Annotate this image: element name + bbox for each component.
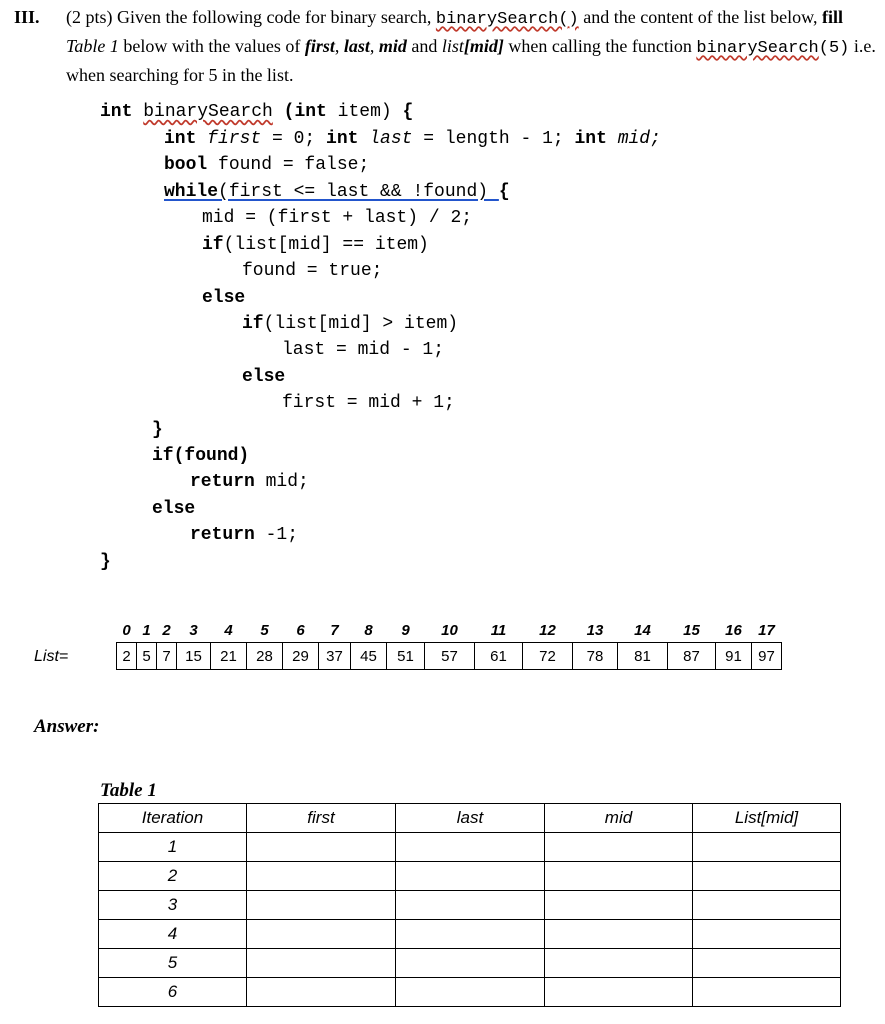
answer-cell[interactable]: [693, 949, 841, 978]
var-mid: mid: [378, 36, 407, 56]
list-array-table: [116, 618, 782, 670]
code-line-2: [164, 127, 661, 151]
list-index: 11: [490, 621, 507, 639]
answer-cell[interactable]: [545, 862, 693, 891]
list-index: 2: [162, 621, 171, 639]
answer-column-header: Iteration: [99, 804, 247, 833]
list-label: List=: [34, 648, 69, 665]
code-text: (found): [173, 446, 250, 466]
list-index: 1: [142, 621, 151, 639]
list-value-cell: 2: [117, 643, 137, 670]
table-row: [99, 920, 841, 949]
code-variable: first: [196, 129, 262, 149]
code-line-6: [202, 233, 429, 257]
function-name: binarySearch(): [435, 10, 579, 29]
list-index: 17: [758, 621, 775, 639]
code-brace: }: [100, 552, 111, 572]
code-line-8: [202, 286, 245, 310]
code-line-15: [190, 470, 309, 494]
question-number: III.: [14, 7, 40, 27]
code-line-5: [202, 206, 472, 230]
code-line-9: [242, 312, 458, 336]
iteration-number: 3: [99, 891, 247, 920]
answer-cell[interactable]: [545, 978, 693, 1007]
code-line-12: [282, 391, 455, 415]
list-value-cell: 21: [211, 643, 247, 670]
table-row: [99, 891, 841, 920]
code-variable: last: [358, 129, 413, 149]
answer-column-header: mid: [545, 804, 693, 833]
list-index: 3: [189, 621, 198, 639]
code-line-17: [190, 523, 298, 547]
code-text: mid;: [254, 472, 309, 492]
code-text: found = false;: [207, 155, 370, 175]
list-index-row: [117, 618, 782, 643]
code-keyword: if: [152, 446, 174, 466]
list-index: 15: [683, 621, 700, 639]
list-value-cell: 7: [157, 643, 177, 670]
question-text-part: ,: [334, 36, 344, 56]
list-value-cell: 51: [387, 643, 425, 670]
answer-cell[interactable]: [693, 978, 841, 1007]
code-keyword: else: [242, 367, 286, 387]
list-value-cell: 61: [475, 643, 523, 670]
code-text: (list[mid] > item): [263, 314, 459, 334]
code-keyword: int: [164, 129, 197, 149]
list-index: 12: [539, 621, 556, 639]
code-line-11: [242, 365, 285, 389]
answer-cell[interactable]: [396, 833, 545, 862]
code-line-7: [242, 259, 382, 283]
answer-cell[interactable]: [396, 891, 545, 920]
code-text: first = mid + 1;: [282, 393, 455, 413]
answer-column-header: List[mid]: [693, 804, 841, 833]
answer-cell[interactable]: [247, 862, 396, 891]
list-index: 16: [725, 621, 742, 639]
code-text: (list[mid] == item): [223, 235, 429, 255]
code-line-1: [100, 100, 413, 124]
question-text: [66, 4, 880, 89]
question-text-part: and: [406, 36, 442, 56]
answer-cell[interactable]: [247, 833, 396, 862]
answer-cell[interactable]: [247, 978, 396, 1007]
answer-column-header: first: [247, 804, 396, 833]
var-first: first: [304, 36, 335, 56]
list-index: 13: [586, 621, 604, 639]
table-reference: Table 1: [66, 36, 119, 56]
code-line-16: [152, 497, 195, 521]
table-row: [99, 862, 841, 891]
var-last: last: [343, 36, 370, 56]
question-text-part: ,: [369, 36, 379, 56]
table-row: [99, 833, 841, 862]
question-text-part: below with the values of: [118, 36, 305, 56]
list-value-cell: 37: [319, 643, 351, 670]
answer-cell[interactable]: [545, 891, 693, 920]
answer-cell[interactable]: [545, 949, 693, 978]
code-keyword: if: [202, 235, 224, 255]
answer-cell[interactable]: [396, 978, 545, 1007]
table-caption: Table 1: [100, 780, 157, 801]
list-index: 4: [224, 621, 233, 639]
list-value-cell: 87: [668, 643, 716, 670]
list-index: 10: [441, 621, 458, 639]
answer-cell[interactable]: [693, 891, 841, 920]
list-value-cell: 28: [247, 643, 283, 670]
code-variable: mid;: [606, 129, 661, 149]
code-space: [273, 102, 284, 122]
list-value-cell: 97: [752, 643, 782, 670]
question-text-part: fill: [822, 7, 844, 27]
call-arguments: (5): [818, 39, 850, 58]
list-value-cell: 72: [523, 643, 573, 670]
var-list: list: [441, 36, 464, 56]
list-index: 8: [364, 621, 373, 639]
question-text-part: and the content of the list below,: [578, 7, 823, 27]
code-text: item): [326, 102, 403, 122]
iteration-number: 1: [99, 833, 247, 862]
code-keyword: while: [164, 182, 219, 202]
list-value-cell: 78: [573, 643, 618, 670]
code-keyword: else: [152, 499, 196, 519]
table-row: [99, 949, 841, 978]
question-text-part: i.e. when searching for 5 in the list.: [66, 36, 876, 85]
code-line-4: [164, 180, 510, 204]
code-text: = 0;: [261, 129, 327, 149]
answer-cell[interactable]: [693, 833, 841, 862]
answer-cell[interactable]: [545, 920, 693, 949]
code-keyword: return: [190, 525, 255, 545]
code-line-3: [164, 153, 369, 177]
var-list-index: [mid]: [463, 36, 504, 56]
code-text: (first <= last && !found): [218, 182, 499, 202]
code-brace: }: [152, 420, 163, 440]
iteration-number: 2: [99, 862, 247, 891]
answer-table-header-row: [99, 804, 841, 833]
code-keyword: (int: [283, 102, 327, 122]
list-value-cell: 81: [618, 643, 668, 670]
list-index: 9: [401, 621, 410, 639]
code-keyword: if: [242, 314, 264, 334]
question-points: (2 pts): [66, 7, 113, 27]
question-text-part: Given the following code for binary search,: [112, 7, 436, 27]
code-keyword: return: [190, 472, 255, 492]
code-line-13: [152, 418, 163, 442]
list-index: 14: [634, 621, 651, 639]
code-line-10: [282, 338, 444, 362]
code-line-14: [152, 444, 249, 468]
code-keyword: else: [202, 288, 246, 308]
list-index: 5: [260, 621, 269, 639]
code-text: last = mid - 1;: [282, 340, 445, 360]
answer-cell[interactable]: [396, 862, 545, 891]
list-index: 0: [122, 621, 131, 639]
iteration-number: 4: [99, 920, 247, 949]
question-text-part: when calling the function: [503, 36, 697, 56]
list-value-cell: 57: [425, 643, 475, 670]
answer-cell[interactable]: [247, 920, 396, 949]
code-brace: {: [498, 182, 510, 202]
code-keyword: bool: [164, 155, 208, 175]
code-text: found = true;: [242, 261, 383, 281]
answer-label: Answer:: [34, 716, 100, 737]
list-index: 6: [296, 621, 305, 639]
code-keyword: int: [574, 129, 607, 149]
list-value-cell: 91: [716, 643, 752, 670]
call-function-name: binarySearch: [696, 39, 819, 58]
list-index: 7: [330, 621, 339, 639]
list-value-row: [117, 643, 782, 670]
list-value-cell: 5: [137, 643, 157, 670]
answer-cell[interactable]: [693, 862, 841, 891]
code-function-name: binarySearch: [143, 102, 273, 122]
answer-cell[interactable]: [396, 949, 545, 978]
list-value-cell: 45: [351, 643, 387, 670]
answer-table: [98, 803, 841, 1007]
code-text: = length - 1;: [412, 129, 575, 149]
answer-column-header: last: [396, 804, 545, 833]
answer-cell[interactable]: [247, 949, 396, 978]
code-keyword: int: [326, 129, 359, 149]
iteration-number: 6: [99, 978, 247, 1007]
list-value-cell: 15: [177, 643, 211, 670]
answer-cell[interactable]: [247, 891, 396, 920]
code-line-18: [100, 550, 111, 574]
code-keyword: int: [100, 102, 133, 122]
answer-cell[interactable]: [396, 920, 545, 949]
code-brace: {: [402, 102, 414, 122]
iteration-number: 5: [99, 949, 247, 978]
answer-cell[interactable]: [693, 920, 841, 949]
list-value-cell: 29: [283, 643, 319, 670]
table-row: [99, 978, 841, 1007]
answer-cell[interactable]: [545, 833, 693, 862]
code-text: -1;: [254, 525, 299, 545]
code-text: mid = (first + last) / 2;: [202, 208, 473, 228]
